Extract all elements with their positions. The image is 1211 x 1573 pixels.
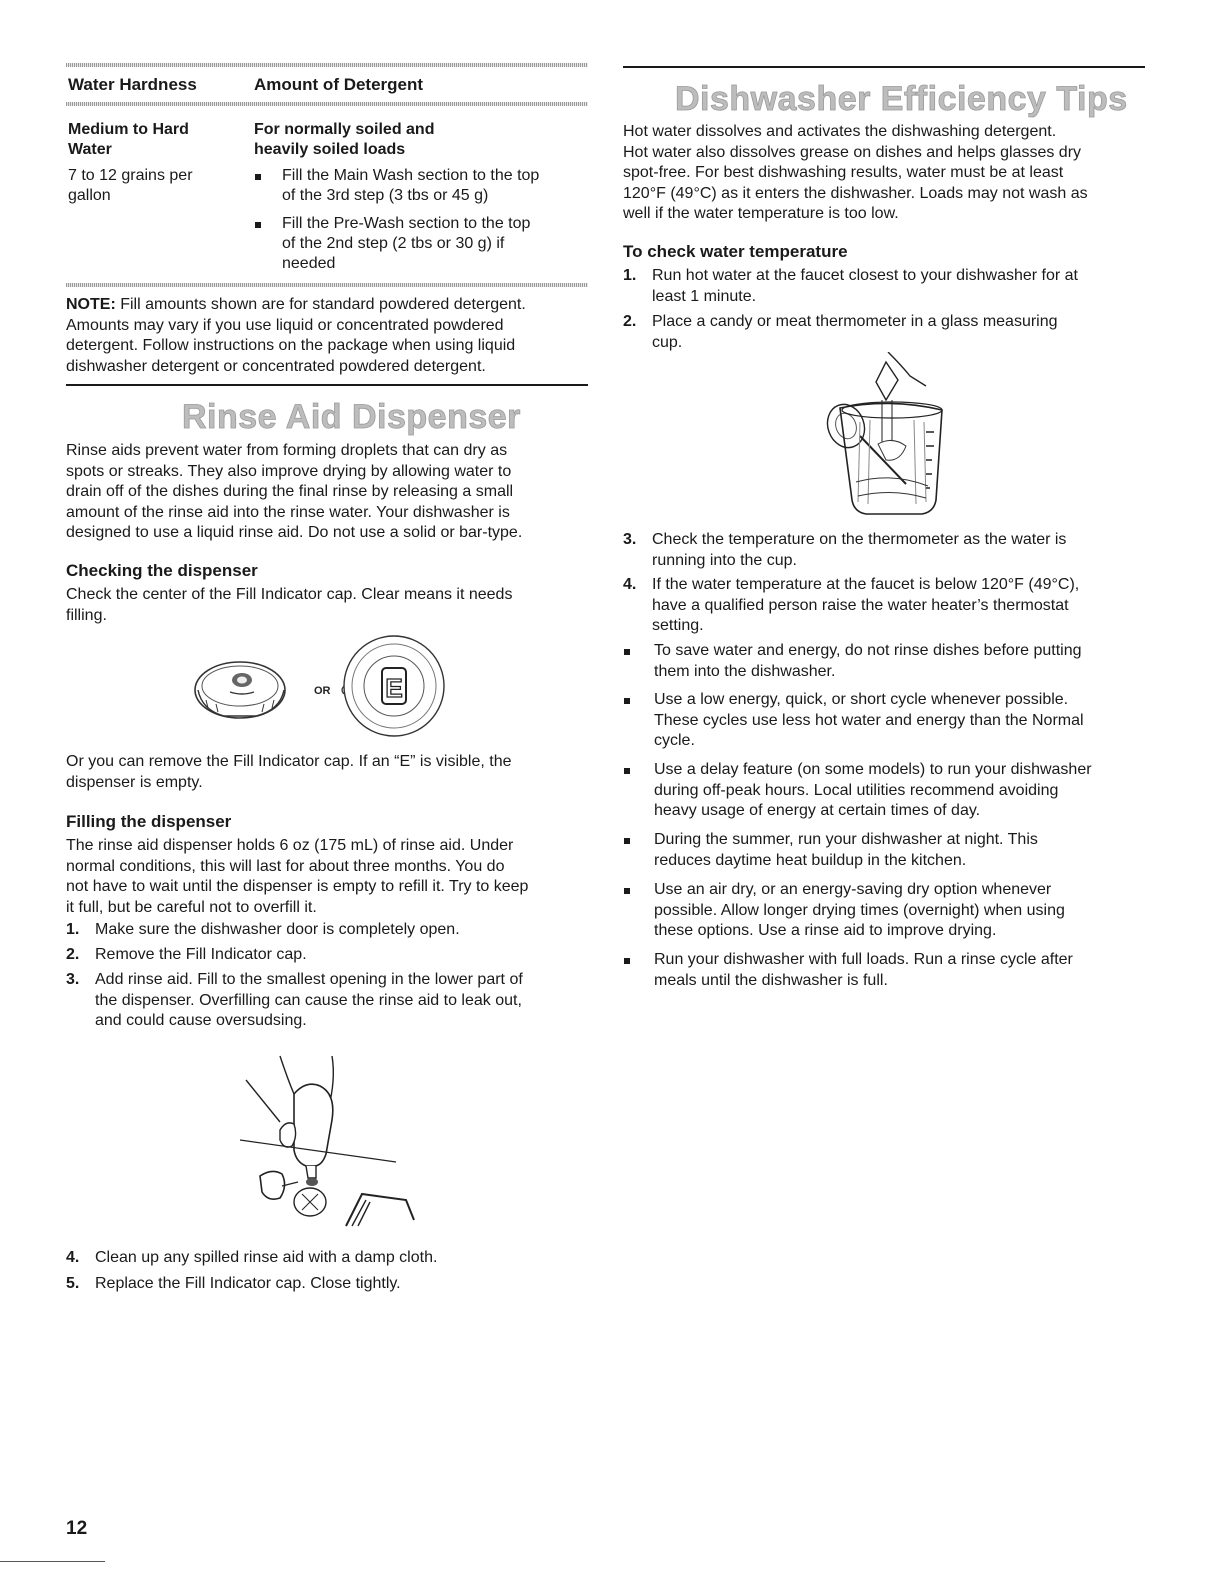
note-label: NOTE: (66, 296, 116, 313)
temp-step-1 (623, 266, 1145, 308)
row-sub-line: gallon (68, 187, 111, 204)
page-number: 12 (66, 1518, 88, 1539)
tip-line: cycle. (654, 732, 695, 749)
remove-cap-text (66, 752, 588, 793)
checking-dispenser-text (66, 585, 588, 626)
step-number: 4. (623, 576, 637, 593)
efficiency-intro (623, 122, 1145, 225)
step-number: 2. (66, 946, 80, 963)
pouring-rinse-aid-illustration (236, 1050, 416, 1230)
bullet-line: needed (282, 255, 336, 272)
step-line: least 1 minute. (652, 287, 757, 305)
step-number: 5. (66, 1275, 80, 1292)
bullet-square-icon (255, 174, 261, 180)
tip-line: Use an air dry, or an energy-saving dry option whenever (654, 881, 1052, 898)
measuring-cup-icon (826, 352, 956, 522)
step-line: and could cause oversudsing. (95, 1012, 307, 1029)
tip-low-energy-cycle (623, 690, 1145, 752)
rinse-intro (66, 441, 588, 544)
efficiency-intro-line: Hot water also dissolves grease on dishes and helps glasses dry (623, 143, 1082, 161)
table-top-rule (66, 63, 588, 67)
bullet-square-icon (255, 222, 261, 228)
tip-full-loads (623, 950, 1145, 992)
note-line: detergent. Follow instructions on the package when using liquid (66, 337, 516, 354)
step-line: cup. (652, 333, 683, 351)
tip-line: During the summer, run your dishwasher at night. This (654, 831, 1038, 848)
step-number: 2. (623, 313, 637, 330)
tip-line: these options. Use a rinse aid to improve drying. (654, 922, 997, 939)
tip-line: To save water and energy, do not rinse dishes before putting (654, 642, 1082, 659)
checking-dispenser-heading: Checking the dispenser (66, 561, 258, 580)
rinse-intro-line: amount of the rinse aid into the rinse water. Your dishwasher is (66, 503, 510, 521)
load-heading (254, 120, 434, 160)
step-line: Check the temperature on the thermometer as the water is (652, 531, 1067, 548)
bullet-square-icon (624, 888, 630, 894)
tip-line: them into the dishwasher. (654, 662, 836, 680)
thermometer-cup-illustration (826, 352, 956, 522)
bullet-square-icon (624, 698, 630, 704)
table-header-rule (66, 102, 588, 106)
step-number: 3. (66, 971, 80, 988)
step-line: the dispenser. Overfilling can cause the rinse aid to leak out, (95, 991, 522, 1009)
note-line (66, 295, 588, 316)
rinse-aid-bottle-icon (236, 1050, 416, 1230)
tip-line: heavy usage of energy at certain times of day. (654, 802, 981, 819)
efficiency-intro-line: 120°F (49°C) as it enters the dishwasher. Loads may not wash as (623, 184, 1088, 202)
row-label-line: Medium to Hard (68, 121, 189, 138)
row-sub-line: 7 to 12 grains per (68, 167, 193, 184)
step-number: 1. (66, 921, 80, 938)
step-line: setting. (652, 617, 704, 634)
rinse-intro-line: drain off of the dishes during the final rinse by releasing a small (66, 483, 514, 500)
rinse-intro-line: designed to use a liquid rinse aid. Do not use a solid or bar-type. (66, 524, 523, 541)
bullet-line: of the 2nd step (2 tbs or 30 g) if (282, 235, 505, 252)
filling-line: The rinse aid dispenser holds 6 oz (175 mL) of rinse aid. Under (66, 837, 514, 854)
step-line: Remove the Fill Indicator cap. (95, 946, 307, 963)
step-line: Make sure the dishwasher door is completely open. (95, 921, 460, 938)
step-number: 3. (623, 531, 637, 548)
efficiency-intro-line: Hot water dissolves and activates the dishwashing detergent. (623, 123, 1057, 140)
filling-line: normal conditions, this will last for about three months. You do (66, 857, 505, 875)
note-line: dishwasher detergent or concentrated powdered detergent. (66, 357, 486, 375)
rinse-step-3 (66, 970, 588, 1032)
e-label: E (385, 673, 403, 703)
load-heading-line: For normally soiled and (254, 121, 435, 138)
tip-line: Use a low energy, quick, or short cycle whenever possible. (654, 691, 1069, 708)
note-line: Amounts may vary if you use liquid or concentrated powdered (66, 316, 504, 334)
step-line: Replace the Fill Indicator cap. Close tightly. (95, 1275, 401, 1292)
bullet-square-icon (624, 649, 630, 655)
rinse-step-4 (66, 1248, 588, 1269)
tip-line: possible. Allow longer drying times (overnight) when using (654, 901, 1065, 919)
step-line: If the water temperature at the faucet is below 120°F (49°C), (652, 576, 1080, 593)
rinse-intro-line: Rinse aids prevent water from forming droplets that can dry as (66, 442, 508, 459)
or-label: OR (314, 685, 331, 697)
bullet-line: of the 3rd step (3 tbs or 45 g) (282, 187, 489, 204)
table-bottom-rule (66, 283, 588, 287)
step-number: 4. (66, 1249, 80, 1266)
step-line: Add rinse aid. Fill to the smallest opening in the lower part of (95, 971, 523, 988)
rinse-step-2 (66, 945, 588, 966)
tip-summer-night (623, 830, 1145, 872)
fill-indicator-cap-icon (194, 632, 464, 742)
tip-line: Use a delay feature (on some models) to run your dishwasher (654, 761, 1092, 778)
bullet-line: Fill the Main Wash section to the top (282, 167, 540, 184)
tip-line: during off-peak hours. Local utilities recommend avoiding (654, 781, 1059, 799)
row-label-line: Water (68, 141, 112, 158)
rinse-step-5 (66, 1274, 588, 1295)
section-divider (623, 66, 1145, 68)
bullet-line: Fill the Pre-Wash section to the top (282, 215, 531, 232)
checking-line: Check the center of the Fill Indicator cap. Clear means it needs (66, 586, 513, 603)
tip-line: These cycles use less hot water and energy than the Normal (654, 711, 1084, 729)
step-number: 1. (623, 267, 637, 284)
filling-line: not have to wait until the dispenser is empty to refill it. Try to keep (66, 878, 529, 895)
bullet-square-icon (624, 768, 630, 774)
efficiency-intro-line: well if the water temperature is too low. (623, 205, 899, 222)
step-line: have a qualified person raise the water heater’s thermostat (652, 596, 1069, 614)
temp-step-3 (623, 530, 1145, 572)
tip-air-dry (623, 880, 1145, 942)
fill-indicator-cap-illustration (194, 632, 464, 742)
step-line: Run hot water at the faucet closest to your dishwasher for at (652, 267, 1078, 284)
section-divider (66, 384, 588, 386)
step-line: running into the cup. (652, 551, 797, 569)
table-header-water-hardness: Water Hardness (68, 75, 197, 94)
row-sub-label (68, 166, 193, 206)
filling-line: it full, but be careful not to overfill it. (66, 898, 317, 916)
filling-dispenser-text (66, 836, 588, 918)
footer-rule (0, 1561, 105, 1562)
note-text: Fill amounts shown are for standard powdered detergent. (115, 296, 526, 313)
step-line: Clean up any spilled rinse aid with a damp cloth. (95, 1249, 438, 1266)
rinse-intro-line: spots or streaks. They also improve drying by allowing water to (66, 462, 512, 480)
load-heading-line: heavily soiled loads (254, 141, 406, 158)
filling-dispenser-heading: Filling the dispenser (66, 812, 232, 831)
bullet-square-icon (624, 958, 630, 964)
table-header-amount-of-detergent: Amount of Detergent (254, 75, 424, 94)
remove-line: Or you can remove the Fill Indicator cap. If an “E” is visible, the (66, 753, 512, 770)
temp-step-4 (623, 575, 1145, 637)
check-temperature-heading: To check water temperature (623, 242, 848, 261)
note-paragraph (66, 295, 588, 377)
tip-line: meals until the dishwasher is full. (654, 971, 888, 989)
temp-step-2 (623, 312, 1145, 354)
bullet-square-icon (624, 838, 630, 844)
tip-line: Run your dishwasher with full loads. Run a rinse cycle after (654, 951, 1073, 968)
step-line: Place a candy or meat thermometer in a glass measuring (652, 313, 1058, 330)
tip-rinse-dishes (623, 641, 1145, 683)
rinse-aid-title: Rinse Aid Dispenser (182, 398, 521, 436)
tip-delay-feature (623, 760, 1145, 822)
remove-line: dispenser is empty. (66, 773, 203, 791)
rinse-step-1 (66, 920, 588, 941)
row-label (68, 120, 189, 160)
efficiency-tips-title: Dishwasher Efficiency Tips (675, 80, 1128, 118)
efficiency-intro-line: spot-free. For best dishwashing results, water must be at least (623, 164, 1064, 181)
checking-line: filling. (66, 606, 107, 624)
tip-line: reduces daytime heat buildup in the kitchen. (654, 851, 967, 869)
